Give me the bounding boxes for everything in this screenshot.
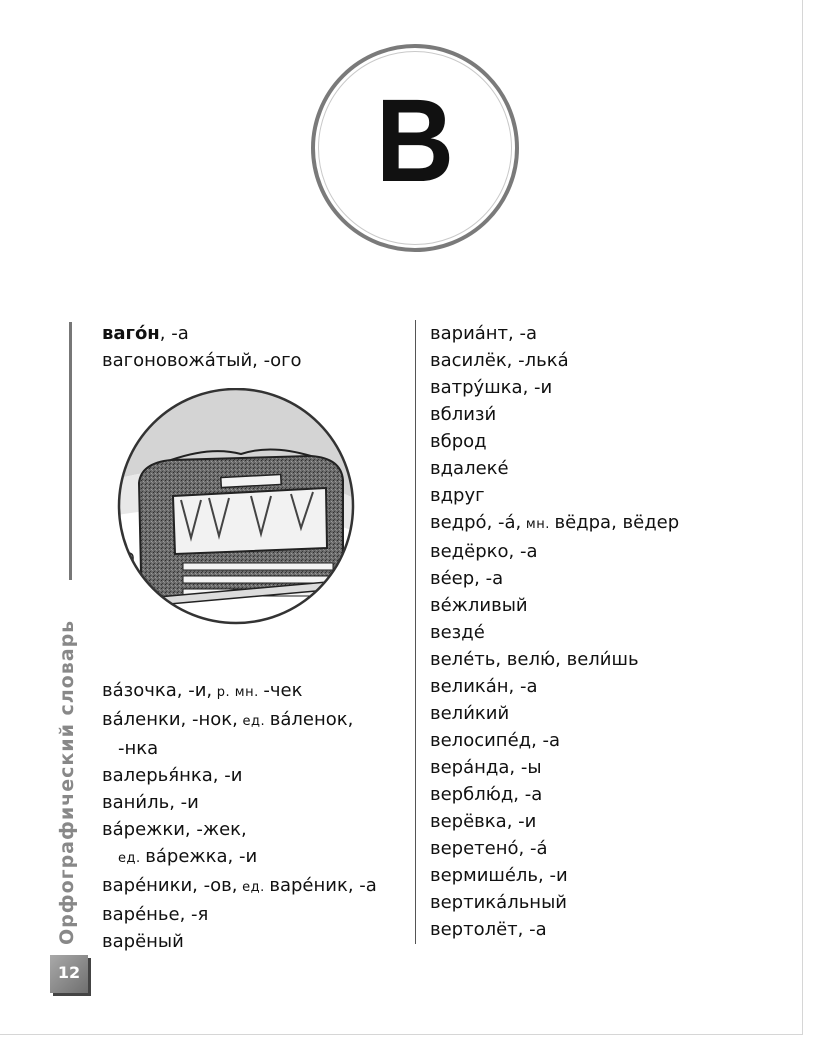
entry-text: варёный xyxy=(102,931,184,952)
dictionary-entry xyxy=(430,700,679,727)
dictionary-entry xyxy=(102,347,302,374)
entry-text: ведро́, -а́, xyxy=(430,512,522,533)
entry-text: верблю́д, -а xyxy=(430,784,543,805)
page-number: 12 xyxy=(57,963,81,982)
page-number-badge xyxy=(50,955,88,993)
dictionary-entry xyxy=(102,872,377,901)
dictionary-entry xyxy=(430,619,679,646)
dictionary-entry xyxy=(102,928,377,955)
entry-headword: ваго́н xyxy=(102,323,160,344)
entry-text: вдалеке́ xyxy=(430,458,509,479)
grammar-abbreviation: мн. xyxy=(521,517,555,532)
dictionary-entry xyxy=(430,646,679,673)
dictionary-entry xyxy=(430,727,679,754)
entry-text: велика́н, -а xyxy=(430,676,538,697)
entry-text: веретено́, -а́ xyxy=(430,838,548,859)
entry-text: веле́ть, велю́, вели́шь xyxy=(430,649,639,670)
entry-form: -чек xyxy=(263,680,303,701)
left-column-bottom xyxy=(102,677,377,955)
entry-text: вблизи́ xyxy=(430,404,497,425)
dictionary-entry xyxy=(430,781,679,808)
entry-text: ве́жливый xyxy=(430,595,528,616)
dictionary-entry xyxy=(430,565,679,592)
grammar-abbreviation: ед. xyxy=(118,851,146,866)
dictionary-entry xyxy=(430,754,679,781)
letter-badge xyxy=(311,44,519,252)
dictionary-entry xyxy=(430,592,679,619)
dictionary-entry xyxy=(430,538,679,565)
entry-text: вариа́нт, -а xyxy=(430,323,538,344)
grammar-abbreviation: ед. xyxy=(237,714,270,729)
dictionary-entry xyxy=(430,509,679,538)
sidebar-rule xyxy=(69,322,72,580)
dictionary-entry xyxy=(102,762,377,789)
entry-text: верёвка, -и xyxy=(430,811,537,832)
dictionary-entry xyxy=(430,673,679,700)
dictionary-entry xyxy=(430,862,679,889)
entry-text: вани́ль, -и xyxy=(102,792,199,813)
grammar-abbreviation: р. мн. xyxy=(212,685,264,700)
dictionary-entry xyxy=(102,735,377,762)
entry-form: ва́режка, -и xyxy=(145,846,258,867)
entry-text: вермише́ль, -и xyxy=(430,865,568,886)
entry-text: ва́зочка, -и, xyxy=(102,680,213,701)
section-title: Орфографический словарь xyxy=(56,619,78,945)
entry-text: велосипе́д, -а xyxy=(430,730,561,751)
entry-text: везде́ xyxy=(430,622,485,643)
entry-text: варе́ники, -ов, xyxy=(102,875,238,896)
dictionary-entry xyxy=(430,916,679,943)
dictionary-entry xyxy=(430,835,679,862)
left-column-top xyxy=(102,320,302,374)
entry-text: вагоновожа́тый, -ого xyxy=(102,350,302,371)
dictionary-entry xyxy=(102,843,377,872)
dictionary-entry xyxy=(430,482,679,509)
dictionary-entry xyxy=(430,401,679,428)
dictionary-entry xyxy=(102,677,377,706)
dictionary-entry xyxy=(430,889,679,916)
dictionary-entry xyxy=(102,320,302,347)
dictionary-entry xyxy=(430,455,679,482)
section-letter: В xyxy=(375,75,455,207)
entry-text: -нка xyxy=(118,738,159,759)
dictionary-entry xyxy=(102,706,377,735)
dictionary-entry xyxy=(430,808,679,835)
entry-text: ва́режки, -жек, xyxy=(102,819,247,840)
dictionary-entry xyxy=(102,901,377,928)
dictionary-entry xyxy=(430,374,679,401)
entry-form: вёдра, вёдер xyxy=(554,512,680,533)
dictionary-entry xyxy=(430,320,679,347)
entry-text: варе́нье, -я xyxy=(102,904,209,925)
entry-text: ва́ленки, -нок, xyxy=(102,709,238,730)
column-divider xyxy=(415,320,416,944)
dictionary-entry xyxy=(102,789,377,816)
entry-text: вели́кий xyxy=(430,703,510,724)
entry-text: ватру́шка, -и xyxy=(430,377,553,398)
grammar-abbreviation: ед. xyxy=(237,880,270,895)
entry-form: ва́ленок, xyxy=(269,709,354,730)
dictionary-entry xyxy=(102,816,377,843)
dictionary-entry xyxy=(430,347,679,374)
entry-text: вертика́льный xyxy=(430,892,567,913)
entry-text: вера́нда, -ы xyxy=(430,757,542,778)
entry-form: варе́ник, -а xyxy=(269,875,377,896)
entry-text: ведёрко, -а xyxy=(430,541,538,562)
wagon-icon xyxy=(101,388,373,628)
entry-forms: , -а xyxy=(159,323,189,344)
right-column xyxy=(430,320,679,943)
entry-text: вброд xyxy=(430,431,487,452)
entry-text: ве́ер, -а xyxy=(430,568,504,589)
entry-text: валерья́нка, -и xyxy=(102,765,243,786)
dictionary-entry xyxy=(430,428,679,455)
entry-text: василёк, -лька́ xyxy=(430,350,569,371)
entry-text: вдруг xyxy=(430,485,485,506)
entry-text: вертолёт, -а xyxy=(430,919,547,940)
